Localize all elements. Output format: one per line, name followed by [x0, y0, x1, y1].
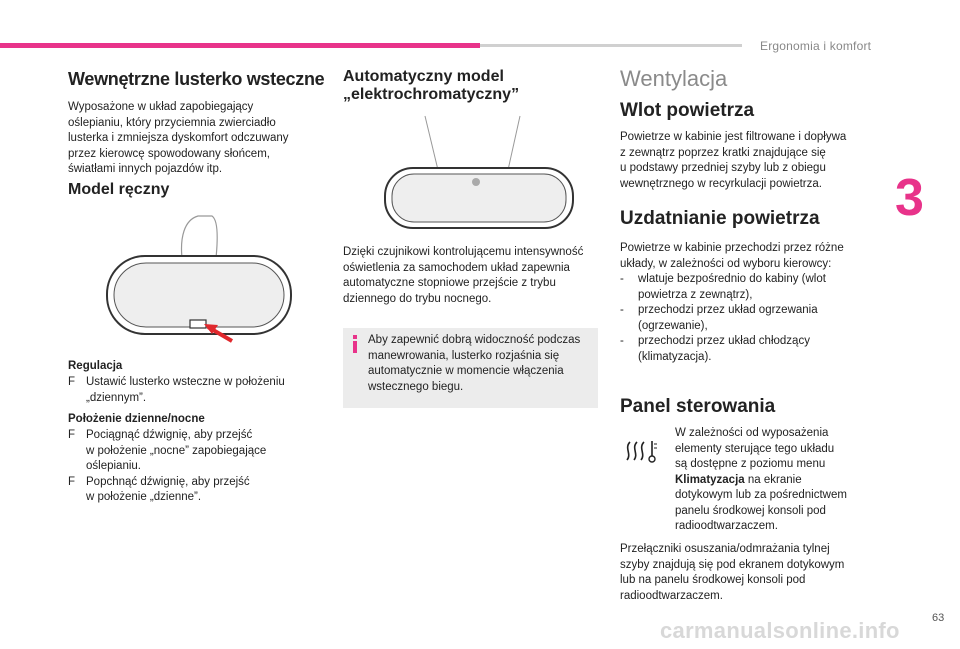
item-line: oślepianiu. — [86, 460, 141, 472]
info-icon — [350, 335, 360, 353]
list-item — [68, 475, 318, 506]
info-line: wstecznego biegu. — [368, 380, 464, 393]
manual-mirror-illustration — [100, 208, 300, 348]
list-item — [620, 272, 880, 303]
menu-name: Klimatyzacja — [675, 473, 745, 486]
intro-line: oślepianiu, który przyciemnia zwierciadło — [68, 116, 276, 129]
list-item — [68, 428, 318, 475]
electrochromatic-mirror-illustration — [380, 112, 580, 232]
adjust-list — [68, 375, 318, 406]
adjust-heading: Regulacja — [68, 360, 123, 372]
bullet-marker: F — [68, 376, 76, 388]
list-item — [620, 303, 880, 334]
body-line: automatyczne stopniowe przejście z trybu — [343, 277, 556, 289]
item-line: przechodzi przez układ chłodzący — [638, 335, 810, 347]
control-panel-body — [675, 426, 875, 535]
body-line: dziennego do trybu nocnego. — [343, 292, 492, 305]
body-line: wewnętrznego w recyrkulacji powietrza. — [620, 177, 822, 190]
auto-body — [343, 245, 603, 307]
mirror-intro — [68, 100, 318, 178]
body-line: szyby znajdują się pod ekranem dotykowym — [620, 558, 845, 571]
auto-model-heading — [343, 68, 519, 104]
body-line: u podstawy przedniej szyby lub z obiegu — [620, 162, 826, 174]
body-line: układy, w zależności od wyboru kierowcy: — [620, 257, 832, 270]
item-line: przechodzi przez układ ogrzewania — [638, 304, 818, 316]
daynight-list — [68, 428, 318, 506]
header-section-title: Ergonomia i komfort — [760, 39, 872, 53]
manual-model-heading: Model ręczny — [68, 181, 170, 198]
item-line: „dziennym”. — [86, 391, 147, 404]
body-line: z zewnątrz poprzez kratki znajdujące się — [620, 146, 826, 159]
watermark: carmanualsonline.info — [660, 618, 900, 643]
body-line — [675, 473, 875, 489]
daynight-heading: Położenie dzienne/nocne — [68, 413, 205, 425]
chapter-number: 3 — [895, 169, 924, 227]
body-line: Dzięki czujnikowi kontrolującemu intensywność — [343, 246, 584, 258]
list-item — [68, 375, 318, 406]
dash-marker: - — [620, 273, 624, 285]
body-line: radioodtwarzaczem. — [620, 589, 723, 602]
bullet-marker: F — [68, 429, 76, 441]
body-line: elementy sterujące tego układu — [675, 442, 835, 455]
info-line: Aby zapewnić dobrą widoczność podczas — [368, 334, 581, 346]
body-line: oświetlenia za samochodem układ zapewnia — [343, 261, 570, 274]
auto-heading-line: Automatyczny model — [343, 68, 504, 85]
info-line: manewrowania, lusterko rozjaśnia się — [368, 349, 560, 362]
control-panel-heading: Panel sterowania — [620, 396, 776, 417]
body-line: W zależności od wyposażenia — [675, 427, 829, 439]
rear-defrost-note — [620, 542, 880, 604]
intro-line: Wyposażone w układ zapobiegający — [68, 101, 254, 113]
dash-marker: - — [620, 335, 624, 347]
info-text — [368, 333, 593, 395]
header-divider — [480, 44, 742, 47]
body-line: Przełączniki osuszania/odmrażania tylnej — [620, 543, 830, 555]
item-line: Ustawić lusterko wsteczne w położeniu — [86, 376, 285, 388]
body-line-rest: na ekranie — [744, 473, 802, 486]
item-line: Popchnąć dźwignię, aby przejść — [86, 475, 250, 488]
item-line: w położenie „nocne” zapobiegające — [86, 444, 267, 457]
intro-line: lusterka i zmniejsza dyskomfort odczuwany — [68, 132, 289, 144]
intro-line: przez kierowcę spowodowany słońcem, — [68, 147, 270, 160]
air-conditioning-icon — [624, 438, 660, 464]
body-line: dotykowym lub za pośrednictwem — [675, 489, 847, 501]
body-line: Powietrze w kabinie jest filtrowane i dopływa — [620, 131, 847, 143]
page-number: 63 — [932, 612, 945, 624]
info-line: automatycznie w momencie włączenia — [368, 365, 564, 377]
air-treatment-heading: Uzdatnianie powietrza — [620, 208, 820, 229]
body-line: Powietrze w kabinie przechodzi przez różne — [620, 242, 844, 254]
item-line: wlatuje bezpośrednio do kabiny (wlot — [638, 273, 826, 285]
item-line: (klimatyzacja). — [638, 350, 712, 363]
body-line: lub na panelu środkowej konsoli pod — [620, 574, 806, 586]
item-line: powietrza z zewnątrz), — [638, 288, 753, 301]
bullet-marker: F — [68, 475, 76, 488]
air-intake-body — [620, 130, 880, 192]
air-intake-heading: Wlot powietrza — [620, 100, 755, 121]
body-line: panelu środkowej konsoli pod — [675, 504, 826, 517]
auto-heading-line: „elektrochromatyczny” — [343, 86, 520, 103]
item-line: Pociągnąć dźwignię, aby przejść — [86, 429, 253, 441]
header-accent-bar — [0, 43, 480, 48]
air-treatment-body — [620, 241, 880, 365]
item-line: (ogrzewanie), — [638, 319, 708, 332]
dash-marker: - — [620, 304, 624, 316]
item-line: w położenie „dzienne”. — [86, 491, 202, 503]
list-item — [620, 334, 880, 365]
intro-line: światłami innych pojazdów itp. — [68, 163, 223, 175]
body-line: radioodtwarzaczem. — [675, 520, 778, 532]
body-line: są dostępne z poziomu menu — [675, 458, 826, 470]
mirror-heading: Wewnętrzne lusterko wsteczne — [68, 69, 325, 89]
ventilation-section-title: Wentylacja — [620, 66, 728, 91]
